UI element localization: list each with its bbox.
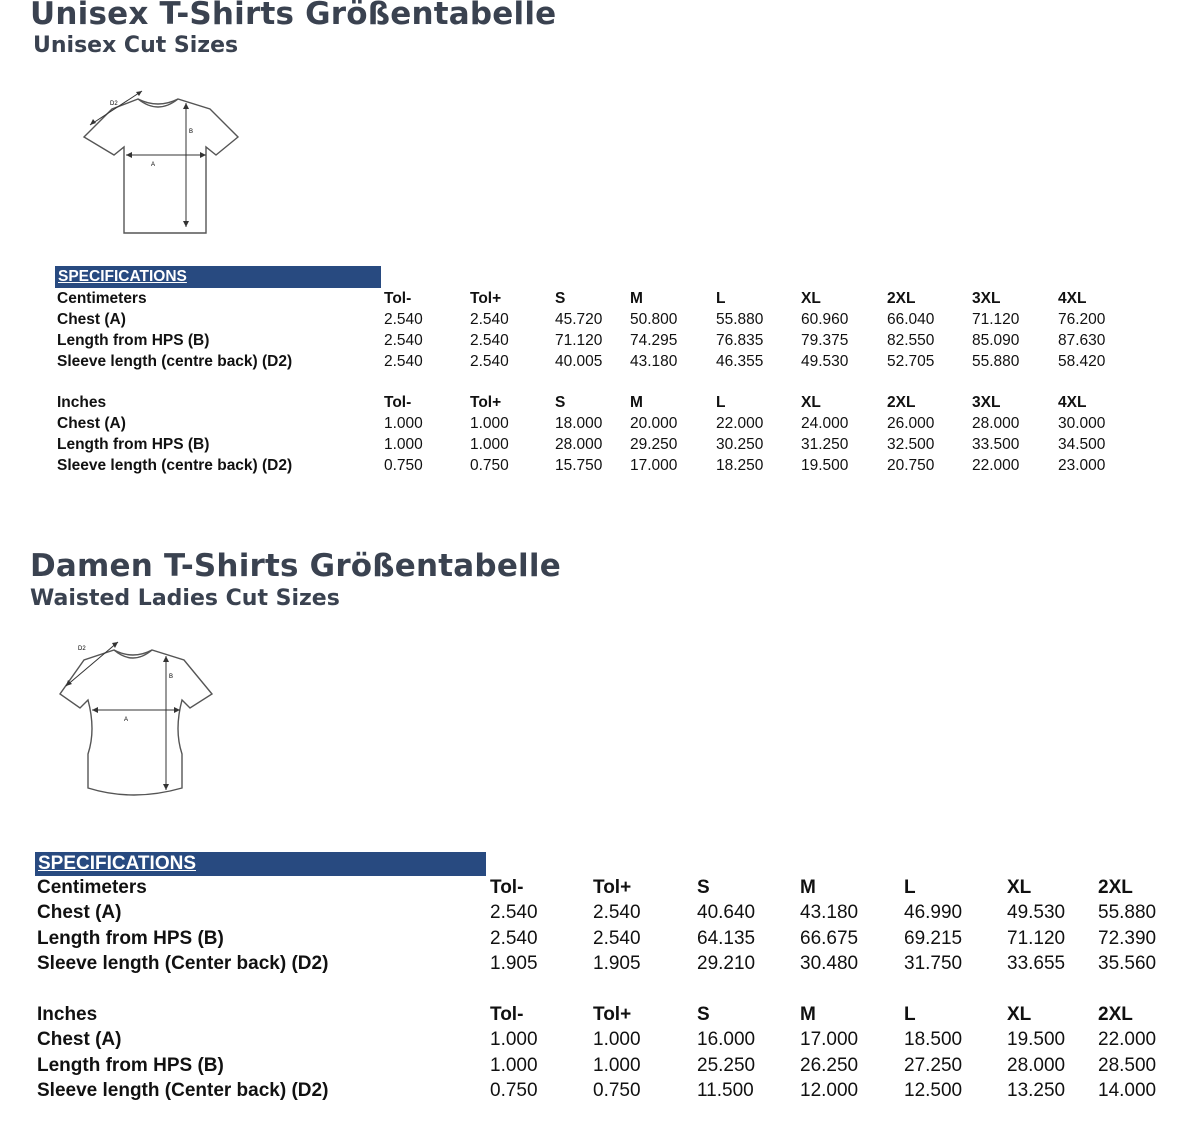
table-cell: 19.500 bbox=[801, 457, 849, 475]
table-cell: 2.540 bbox=[470, 332, 509, 350]
table-cell: 29.210 bbox=[697, 953, 756, 975]
table-cell: 45.720 bbox=[555, 311, 603, 329]
column-header: 4XL bbox=[1058, 290, 1087, 307]
table-cell: 40.005 bbox=[555, 353, 603, 371]
table-cell: 1.905 bbox=[593, 953, 641, 975]
column-header: 4XL bbox=[1058, 394, 1087, 411]
column-header: M bbox=[800, 1004, 816, 1025]
table-cell: 55.880 bbox=[972, 353, 1020, 371]
column-header: Tol- bbox=[490, 1004, 524, 1025]
table-cell: 24.000 bbox=[801, 415, 849, 433]
table-cell: 26.000 bbox=[887, 415, 935, 433]
table-cell: 66.675 bbox=[800, 927, 859, 949]
column-header: 3XL bbox=[972, 290, 1001, 307]
row-label: Length from HPS (B) bbox=[57, 436, 210, 454]
a-label: A bbox=[151, 162, 156, 168]
table-cell: 1.000 bbox=[593, 1054, 641, 1076]
table-cell: 58.420 bbox=[1058, 353, 1106, 371]
column-header: S bbox=[697, 1004, 710, 1025]
d2-label: D2 bbox=[78, 646, 86, 652]
column-header: Tol- bbox=[384, 290, 412, 307]
table-cell: 25.250 bbox=[697, 1054, 756, 1076]
column-header: XL bbox=[1007, 877, 1032, 898]
table-cell: 49.530 bbox=[801, 353, 849, 371]
table-cell: 12.500 bbox=[904, 1080, 963, 1102]
table-cell: 76.200 bbox=[1058, 311, 1106, 329]
column-header: Tol+ bbox=[470, 290, 502, 307]
ladies-subtitle: Waisted Ladies Cut Sizes bbox=[30, 586, 340, 611]
row-label: Length from HPS (B) bbox=[37, 927, 224, 949]
table-cell: 0.750 bbox=[490, 1080, 538, 1102]
table-cell: 35.560 bbox=[1098, 953, 1157, 975]
table-cell: 0.750 bbox=[384, 457, 423, 475]
table-cell: 22.000 bbox=[716, 415, 764, 433]
column-header: Tol+ bbox=[593, 877, 632, 898]
column-header: XL bbox=[1007, 1004, 1032, 1025]
table-cell: 71.120 bbox=[1007, 927, 1066, 949]
centimeters-unit-label: Centimeters bbox=[37, 877, 147, 898]
table-cell: 11.500 bbox=[697, 1080, 754, 1102]
table-cell: 13.250 bbox=[1007, 1080, 1066, 1102]
table-cell: 18.250 bbox=[716, 457, 764, 475]
column-header: S bbox=[555, 290, 566, 307]
table-cell: 0.750 bbox=[593, 1080, 641, 1102]
table-cell: 32.500 bbox=[887, 436, 935, 454]
row-label: Sleeve length (centre back) (D2) bbox=[57, 353, 293, 371]
table-cell: 30.000 bbox=[1058, 415, 1106, 433]
table-cell: 82.550 bbox=[887, 332, 935, 350]
table-cell: 2.540 bbox=[490, 927, 538, 949]
table-cell: 18.000 bbox=[555, 415, 603, 433]
table-cell: 76.835 bbox=[716, 332, 764, 350]
table-cell: 79.375 bbox=[801, 332, 849, 350]
table-cell: 1.000 bbox=[384, 415, 423, 433]
table-cell: 40.640 bbox=[697, 902, 756, 924]
table-cell: 2.540 bbox=[490, 902, 538, 924]
column-header: Tol- bbox=[384, 394, 412, 411]
b-label: B bbox=[169, 674, 174, 680]
d2-label: D2 bbox=[110, 101, 118, 107]
column-header: M bbox=[630, 394, 643, 411]
table-cell: 18.500 bbox=[904, 1029, 963, 1051]
table-cell: 64.135 bbox=[697, 927, 756, 949]
table-cell: 28.000 bbox=[555, 436, 603, 454]
table-cell: 1.905 bbox=[490, 953, 538, 975]
column-header: Tol+ bbox=[470, 394, 502, 411]
inches-unit-label: Inches bbox=[57, 394, 107, 411]
column-header: M bbox=[800, 877, 816, 898]
a-label: A bbox=[124, 717, 129, 723]
inches-unit-label: Inches bbox=[37, 1004, 98, 1025]
table-cell: 27.250 bbox=[904, 1054, 963, 1076]
table-cell: 1.000 bbox=[470, 415, 509, 433]
table-cell: 2.540 bbox=[470, 311, 509, 329]
table-cell: 55.880 bbox=[1098, 902, 1157, 924]
table-cell: 23.000 bbox=[1058, 457, 1106, 475]
column-header: Tol- bbox=[490, 877, 524, 898]
column-header: L bbox=[716, 394, 726, 411]
row-label: Sleeve length (centre back) (D2) bbox=[57, 457, 293, 475]
table-cell: 16.000 bbox=[697, 1029, 756, 1051]
table-cell: 31.750 bbox=[904, 953, 963, 975]
column-header: Tol+ bbox=[593, 1004, 632, 1025]
row-label: Sleeve length (Center back) (D2) bbox=[37, 1080, 329, 1102]
table-cell: 20.750 bbox=[887, 457, 935, 475]
table-cell: 30.480 bbox=[800, 953, 859, 975]
table-cell: 1.000 bbox=[470, 436, 509, 454]
column-header: L bbox=[716, 290, 726, 307]
table-cell: 1.000 bbox=[490, 1054, 538, 1076]
table-cell: 71.120 bbox=[555, 332, 603, 350]
unisex-tshirt-diagram bbox=[78, 85, 248, 245]
table-cell: 29.250 bbox=[630, 436, 678, 454]
table-cell: 2.540 bbox=[593, 927, 641, 949]
column-header: L bbox=[904, 877, 916, 898]
table-cell: 14.000 bbox=[1098, 1080, 1157, 1102]
unisex-title: Unisex T-Shirts Größentabelle bbox=[30, 0, 557, 32]
row-label: Length from HPS (B) bbox=[57, 332, 210, 350]
column-header: S bbox=[555, 394, 566, 411]
unisex-spec-bar: SPECIFICATIONS bbox=[55, 266, 381, 288]
table-cell: 0.750 bbox=[470, 457, 509, 475]
unisex-subtitle: Unisex Cut Sizes bbox=[33, 33, 239, 58]
table-cell: 12.000 bbox=[800, 1080, 859, 1102]
table-cell: 71.120 bbox=[972, 311, 1020, 329]
column-header: XL bbox=[801, 290, 821, 307]
table-cell: 20.000 bbox=[630, 415, 678, 433]
table-cell: 28.000 bbox=[1007, 1054, 1066, 1076]
b-label: B bbox=[189, 129, 194, 135]
table-cell: 34.500 bbox=[1058, 436, 1106, 454]
table-cell: 2.540 bbox=[593, 902, 641, 924]
column-header: S bbox=[697, 877, 710, 898]
ladies-spec-bar: SPECIFICATIONS bbox=[35, 852, 486, 876]
table-cell: 50.800 bbox=[630, 311, 678, 329]
row-label: Sleeve length (Center back) (D2) bbox=[37, 953, 329, 975]
table-cell: 28.000 bbox=[972, 415, 1020, 433]
column-header: 3XL bbox=[972, 394, 1001, 411]
table-cell: 22.000 bbox=[1098, 1029, 1157, 1051]
row-label: Chest (A) bbox=[57, 311, 126, 329]
table-cell: 49.530 bbox=[1007, 902, 1066, 924]
row-label: Length from HPS (B) bbox=[37, 1054, 224, 1076]
table-cell: 17.000 bbox=[630, 457, 678, 475]
table-cell: 15.750 bbox=[555, 457, 603, 475]
row-label: Chest (A) bbox=[37, 902, 122, 924]
table-cell: 2.540 bbox=[470, 353, 509, 371]
table-cell: 46.990 bbox=[904, 902, 963, 924]
table-cell: 19.500 bbox=[1007, 1029, 1066, 1051]
table-cell: 31.250 bbox=[801, 436, 849, 454]
row-label: Chest (A) bbox=[37, 1029, 122, 1051]
table-cell: 72.390 bbox=[1098, 927, 1157, 949]
table-cell: 55.880 bbox=[716, 311, 764, 329]
table-cell: 1.000 bbox=[490, 1029, 538, 1051]
table-cell: 2.540 bbox=[384, 332, 423, 350]
column-header: L bbox=[904, 1004, 916, 1025]
column-header: XL bbox=[801, 394, 821, 411]
table-cell: 60.960 bbox=[801, 311, 849, 329]
table-cell: 87.630 bbox=[1058, 332, 1106, 350]
table-cell: 1.000 bbox=[384, 436, 423, 454]
column-header: 2XL bbox=[1098, 1004, 1133, 1025]
table-cell: 46.355 bbox=[716, 353, 764, 371]
table-cell: 17.000 bbox=[800, 1029, 859, 1051]
row-label: Chest (A) bbox=[57, 415, 126, 433]
column-header: 2XL bbox=[887, 394, 916, 411]
column-header: 2XL bbox=[1098, 877, 1133, 898]
table-cell: 74.295 bbox=[630, 332, 678, 350]
column-header: M bbox=[630, 290, 643, 307]
table-cell: 69.215 bbox=[904, 927, 963, 949]
table-cell: 33.500 bbox=[972, 436, 1020, 454]
column-header: 2XL bbox=[887, 290, 916, 307]
table-cell: 52.705 bbox=[887, 353, 935, 371]
table-cell: 66.040 bbox=[887, 311, 935, 329]
table-cell: 28.500 bbox=[1098, 1054, 1157, 1076]
table-cell: 33.655 bbox=[1007, 953, 1066, 975]
table-cell: 22.000 bbox=[972, 457, 1020, 475]
table-cell: 43.180 bbox=[800, 902, 859, 924]
ladies-title: Damen T-Shirts Größentabelle bbox=[30, 548, 561, 584]
table-cell: 43.180 bbox=[630, 353, 678, 371]
table-cell: 2.540 bbox=[384, 311, 423, 329]
table-cell: 85.090 bbox=[972, 332, 1020, 350]
ladies-tshirt-diagram bbox=[58, 638, 228, 808]
table-cell: 26.250 bbox=[800, 1054, 859, 1076]
centimeters-unit-label: Centimeters bbox=[57, 290, 147, 307]
table-cell: 2.540 bbox=[384, 353, 423, 371]
table-cell: 30.250 bbox=[716, 436, 764, 454]
table-cell: 1.000 bbox=[593, 1029, 641, 1051]
